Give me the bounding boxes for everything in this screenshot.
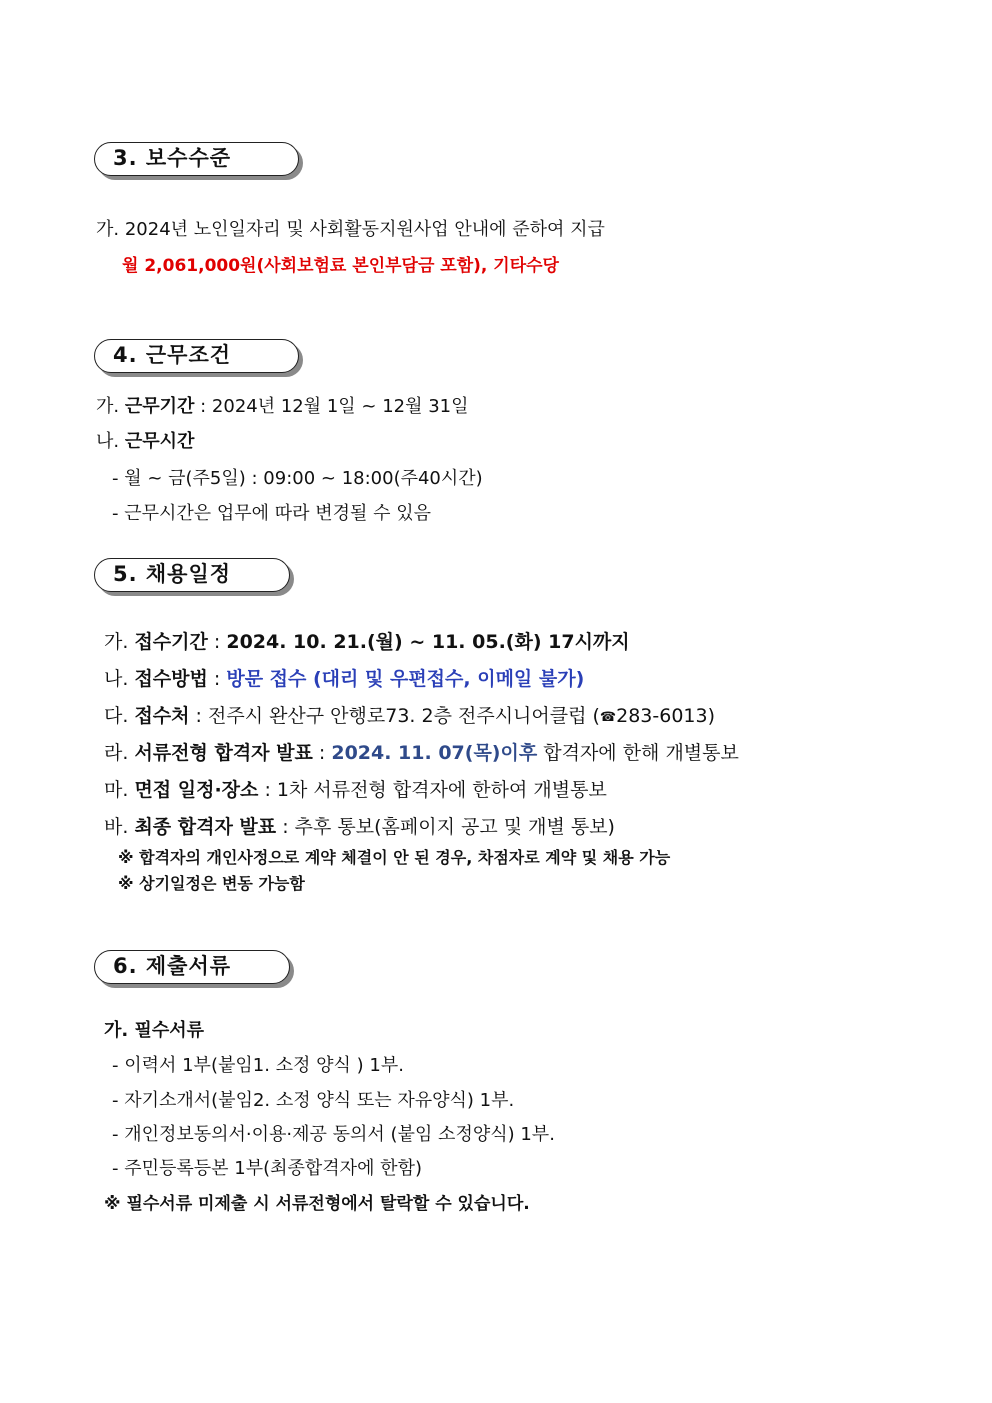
schedule-item-c [104,704,715,730]
required-doc-item: - 주민등록등본 1부(최종합격자에 한함) [112,1158,422,1179]
schedule-a-label: 접수기간 [134,631,208,653]
schedule-b-value: 방문 접수 (대리 및 우편접수, 이메일 불가) [226,668,585,690]
schedule-d-label: 서류전형 합격자 발표 [134,742,313,764]
schedule-c-prefix: 다. [104,705,135,727]
schedule-d-sep: : [312,742,332,764]
schedule-d-date: 2024. 11. 07(목)이후 [331,742,538,764]
schedule-a-sep: : [207,631,227,653]
section-3-header [94,142,299,176]
work-period-label: 근무기간 [124,396,195,417]
schedule-c-label: 접수처 [134,705,190,727]
monthly-pay-line: 월 2,061,000원(사회보험료 본인부담금 포함), 기타수당 [122,256,559,276]
schedule-c-value: : 전주시 완산구 안행로73. 2층 전주시니어클럽 ( [189,705,600,727]
required-docs-warning: ※ 필수서류 미제출 시 서류전형에서 탈락할 수 있습니다. [104,1194,530,1214]
schedule-b-sep: : [207,668,227,690]
section-6-title: 6. 제출서류 [113,954,232,978]
schedule-e-value: : 1차 서류전형 합격자에 한하여 개별통보 [258,779,607,801]
schedule-e-prefix: 마. [104,779,135,801]
work-hours-label: 근무시간 [124,431,195,452]
schedule-item-f [104,815,615,839]
schedule-f-value: : 추후 통보(홈페이지 공고 및 개별 통보) [276,816,615,838]
work-hours-item-2: - 근무시간은 업무에 따라 변경될 수 있음 [112,503,432,524]
required-docs-title: 가. 필수서류 [104,1020,205,1041]
work-hours-line [96,430,194,454]
required-doc-item: - 개인정보동의서·이용·제공 동의서 (붙임 소정양식) 1부. [112,1124,555,1145]
section-4-title: 4. 근무조건 [113,343,232,367]
schedule-item-e [104,778,607,802]
schedule-b-prefix: 나. [104,668,135,690]
schedule-item-d [104,741,739,765]
schedule-note-1: ※ 합격자의 개인사정으로 계약 체결이 안 된 경우, 차점자로 계약 및 채용 가능 [118,848,671,867]
work-period-prefix: 가. [96,396,125,417]
section-4-header [94,339,299,373]
schedule-d-rest: 합격자에 한해 개별통보 [537,742,739,764]
section-3-title: 3. 보수수준 [113,146,232,170]
schedule-note-2: ※ 상기일정은 변동 가능함 [118,874,305,893]
schedule-f-prefix: 바. [104,816,135,838]
schedule-b-label: 접수방법 [134,668,208,690]
work-hours-item-1: - 월 ~ 금(주5일) : 09:00 ~ 18:00(주40시간) [112,468,483,489]
schedule-a-prefix: 가. [104,631,135,653]
required-doc-item: - 이력서 1부(붙임1. 소정 양식 ) 1부. [112,1055,404,1076]
schedule-item-b [104,667,584,691]
schedule-d-prefix: 라. [104,742,135,764]
schedule-a-value: 2024. 10. 21.(월) ~ 11. 05.(화) 17시까지 [226,631,630,653]
schedule-c-phone: 283-6013) [616,705,716,727]
schedule-f-label: 최종 합격자 발표 [134,816,277,838]
schedule-e-label: 면접 일정·장소 [134,779,259,801]
section-5-title: 5. 채용일정 [113,562,232,586]
schedule-item-a [104,630,630,654]
phone-icon: ☎ [599,710,617,725]
required-doc-item: - 자기소개서(붙임2. 소정 양식 또는 자유양식) 1부. [112,1090,515,1111]
work-period-value: : 2024년 12월 1일 ~ 12월 31일 [194,396,469,417]
work-period-line [96,395,469,419]
section-5-header [94,558,290,592]
work-hours-prefix: 나. [96,431,125,452]
pay-standard-line: 가. 2024년 노인일자리 및 사회활동지원사업 안내에 준하여 지급 [96,219,605,240]
section-6-header [94,950,290,984]
